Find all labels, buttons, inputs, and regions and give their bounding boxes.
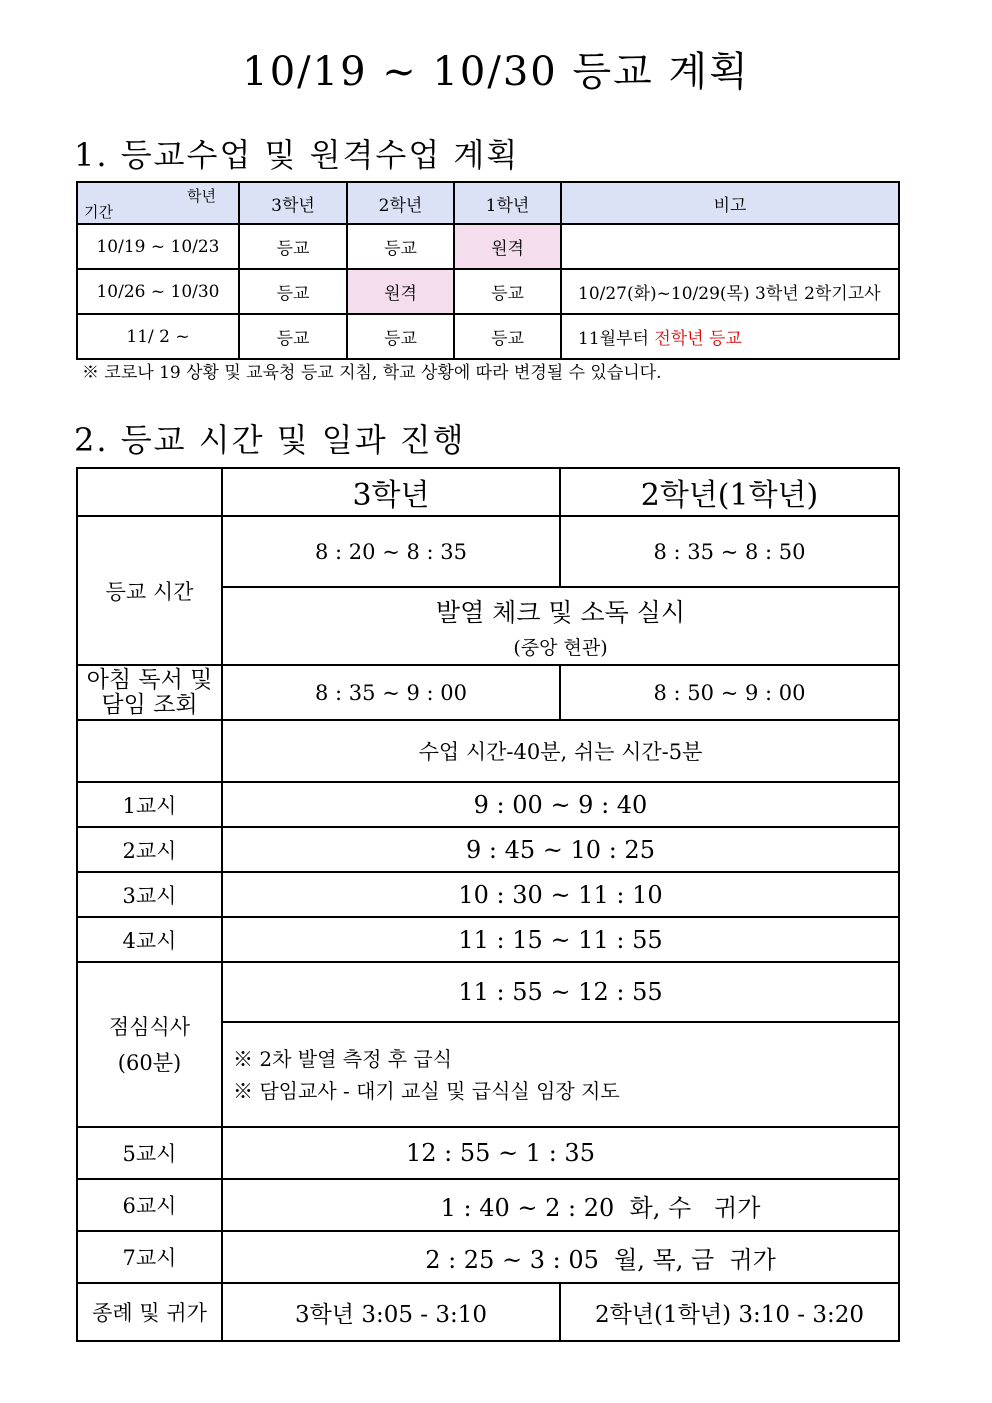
table-row [77,827,899,872]
reading-grade21: 8 : 50 ~ 9 : 00 [560,665,899,720]
period-label: 5교시 [77,1127,222,1179]
lunch-note-1: ※ 2차 발열 측정 후 급식 [233,1046,453,1071]
period-label: 2교시 [77,827,222,872]
empty-label-cell [77,720,222,782]
reading-label [77,665,222,720]
grade1-cell: 등교 [454,269,561,314]
table-header-row [77,182,899,224]
reading-label-line2: 담임 조회 [101,691,198,718]
dismissal-grade21: 2학년(1학년) 3:10 - 3:20 [560,1283,899,1341]
table-row [77,314,899,359]
grade3-cell: 등교 [239,314,347,359]
note-cell [561,314,899,359]
header-grade1: 1학년 [454,182,561,224]
lunch-label-line2: (60분) [117,1050,182,1075]
note-prefix: 11월부터 [578,329,655,349]
arrival-grade21: 8 : 35 ~ 8 : 50 [560,516,899,587]
arrival-label: 등교 시간 [77,516,222,665]
period-time: 12 : 55 ~ 1 : 35 [222,1127,899,1179]
grade2-cell: 등교 [347,224,454,269]
fever-check-cell [222,587,899,665]
attendance-plan-table [76,181,900,360]
lunch-note-2: ※ 담임교사 - 대기 교실 및 급식실 임장 지도 [233,1078,620,1103]
table-row [77,872,899,917]
fever-check-text: 발열 체크 및 소독 실시 [435,597,686,627]
note-cell: 10/27(화)~10/29(목) 3학년 2학기고사 [561,269,899,314]
table-header-row [77,468,899,516]
table-row [77,962,899,1022]
period-time: 11 : 15 ~ 11 : 55 [222,917,899,962]
period-label: 4교시 [77,917,222,962]
footnote: ※ 코로나 19 상황 및 교육청 등교 지침, 학교 상황에 따라 변경될 수 있습니다. [82,363,662,383]
header-grade2-1: 2학년(1학년) [560,468,899,516]
grade3-cell: 등교 [239,269,347,314]
grade1-cell: 등교 [454,314,561,359]
section2-heading: 2. 등교 시간 및 일과 진행 [74,421,466,459]
table-row [77,720,899,782]
lunch-time: 11 : 55 ~ 12 : 55 [222,962,899,1022]
table-row [77,665,899,720]
corner-grade-label: 학년 [187,187,216,205]
header-grade2: 2학년 [347,182,454,224]
table-row [77,1127,899,1179]
grade1-cell: 원격 [454,224,561,269]
table-row [77,224,899,269]
section1-heading: 1. 등교수업 및 원격수업 계획 [74,136,520,174]
reading-label-line1: 아침 독서 및 [86,666,213,693]
period-time: 1 : 40 ~ 2 : 20 화, 수 귀가 [222,1179,899,1231]
grade2-cell: 원격 [347,269,454,314]
note-highlight: 전학년 등교 [654,329,742,349]
diagonal-corner-cell [77,182,239,224]
period-cell: 10/19 ~ 10/23 [77,224,239,269]
period-time: 2 : 25 ~ 3 : 05 월, 목, 금 귀가 [222,1231,899,1283]
arrival-grade3: 8 : 20 ~ 8 : 35 [222,516,560,587]
period-label: 3교시 [77,872,222,917]
period-label: 1교시 [77,782,222,827]
lunch-label-line1: 점심식사 [108,1014,191,1039]
reading-grade3: 8 : 35 ~ 9 : 00 [222,665,560,720]
period-label: 6교시 [77,1179,222,1231]
dismissal-label: 종례 및 귀가 [77,1283,222,1341]
table-row [77,917,899,962]
grade3-cell: 등교 [239,224,347,269]
page-title: 10/19 ~ 10/30 등교 계획 [242,49,750,95]
table-row [77,782,899,827]
table-row [77,1231,899,1283]
table-row [77,516,899,587]
empty-header-cell [77,468,222,516]
class-info-cell: 수업 시간-40분, 쉬는 시간-5분 [222,720,899,782]
lunch-label [77,962,222,1127]
fever-check-location: (중앙 현관) [513,636,608,659]
period-time: 9 : 00 ~ 9 : 40 [222,782,899,827]
daily-schedule-table [76,467,900,1342]
header-grade3: 3학년 [222,468,560,516]
lunch-notes [222,1022,899,1127]
period-time: 10 : 30 ~ 11 : 10 [222,872,899,917]
period-cell: 11/ 2 ~ [77,314,239,359]
table-row [77,1179,899,1231]
corner-period-label: 기간 [84,203,113,221]
period-cell: 10/26 ~ 10/30 [77,269,239,314]
period-time: 9 : 45 ~ 10 : 25 [222,827,899,872]
header-note: 비고 [561,182,899,224]
grade2-cell: 등교 [347,314,454,359]
period-label: 7교시 [77,1231,222,1283]
header-grade3: 3학년 [239,182,347,224]
table-row [77,1283,899,1341]
dismissal-grade3: 3학년 3:05 - 3:10 [222,1283,560,1341]
table-row [77,269,899,314]
note-cell [561,224,899,269]
